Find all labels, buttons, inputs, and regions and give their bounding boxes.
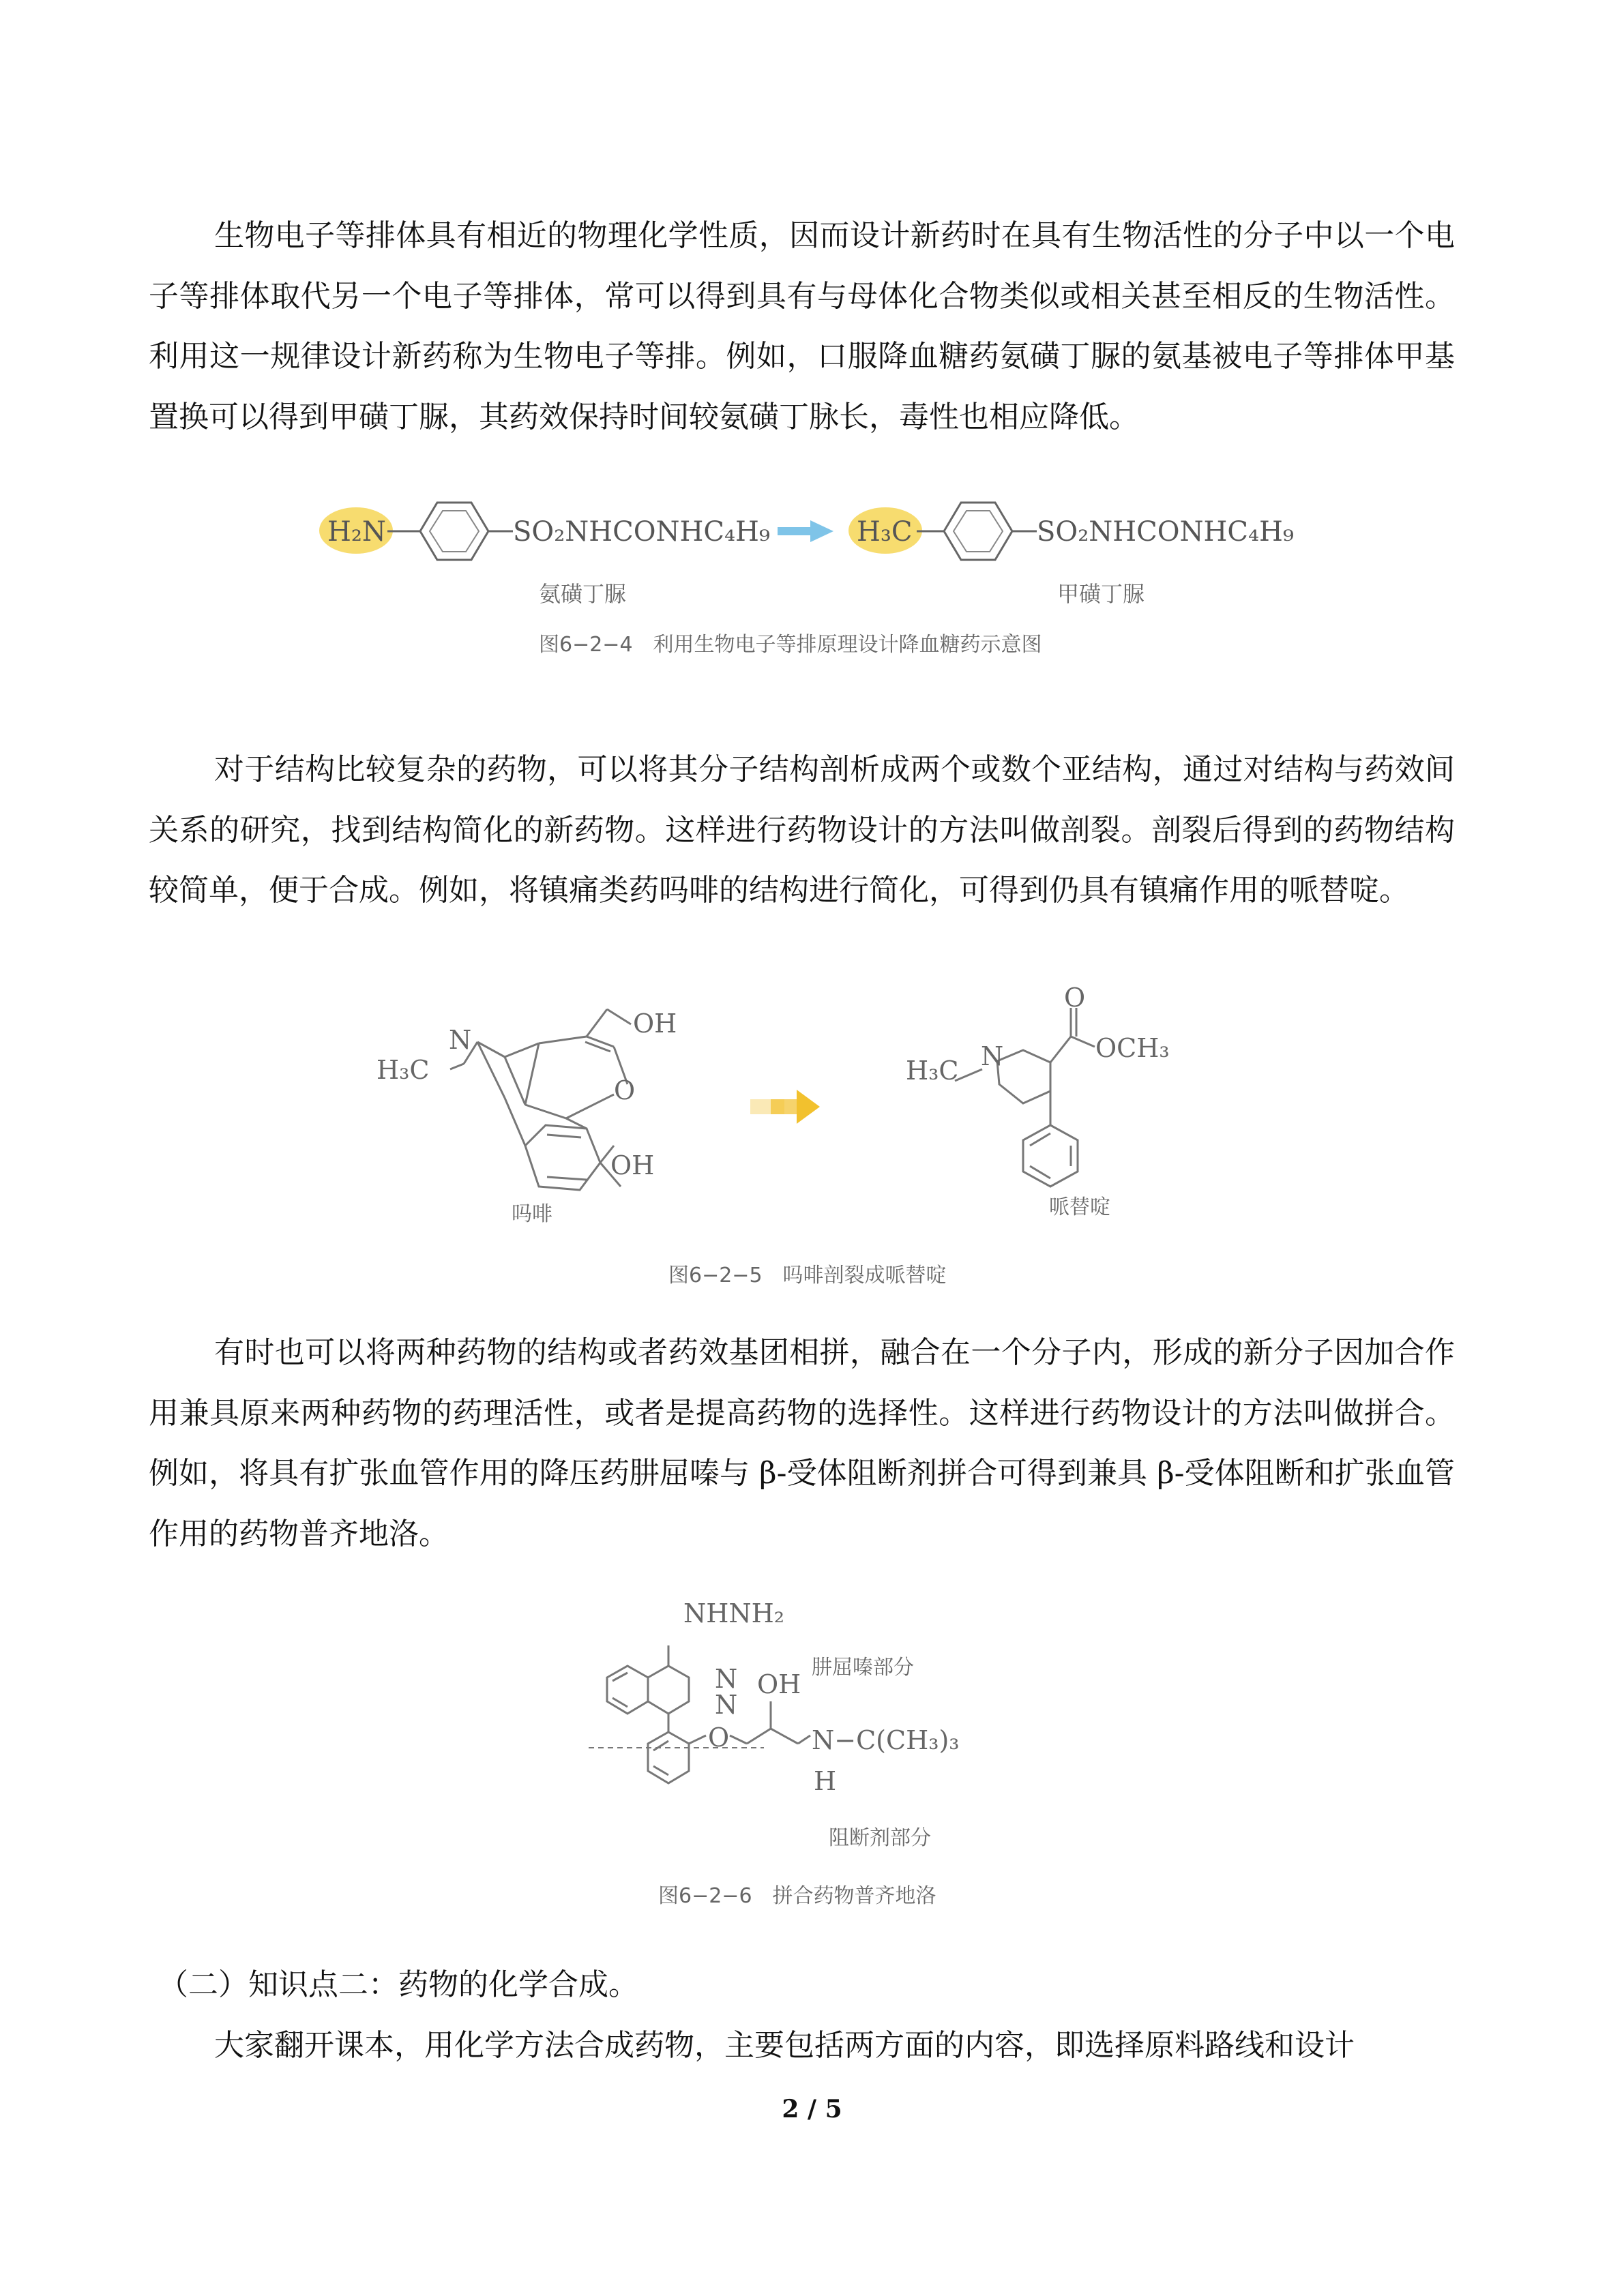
figure2-caption: 图6−2−5 吗啡剖裂成哌替啶 <box>668 1264 947 1287</box>
paragraph-synthesis: 大家翻开课本，用化学方法合成药物，主要包括两方面的内容，即选择原料路线和设计 <box>214 2028 1355 2063</box>
prizidilol-nhnh2: NHNH₂ <box>683 1598 785 1628</box>
prizidilol-h: H <box>814 1766 837 1796</box>
morphine-structure <box>450 1009 631 1190</box>
name-pethidine: 哌替啶 <box>1049 1195 1110 1219</box>
page-number: 2 / 5 <box>782 2095 842 2123</box>
morphine-oh-top: OH <box>633 1009 677 1039</box>
name-morphine: 吗啡 <box>512 1202 552 1226</box>
morphine-h3c: H₃C <box>377 1055 430 1085</box>
prizidilol-oh: OH <box>757 1669 801 1699</box>
label-blocker-part: 阻断剂部分 <box>829 1826 931 1850</box>
figure-prizidilol <box>587 1592 1064 1920</box>
figure3-caption: 图6−2−6 拼合药物普齐地洛 <box>658 1884 936 1908</box>
paragraph-bioisostere: 生物电子等排体具有相近的物理化学性质，因而设计新药时在具有生物活性的分子中以一个电子等排体取代另一个电子等排体，常可以得到具有与母体化合物类似或相关甚至相反的生物活性。利用这一规律设计新药称为生物电子等排。例如，口服降血糖药氨磺丁脲的氨基被电子等排体甲基置换可以得到甲磺丁脲，其药效保持时间较氨磺丁脉长，毒性也相应降低。 <box>149 218 1455 434</box>
label-chain-right: SO₂NHCONHC₄H₉ <box>1037 516 1294 548</box>
morphine-n: N <box>449 1025 472 1055</box>
figure1-caption: 图6−2−4 利用生物电子等排原理设计降血糖药示意图 <box>539 633 1042 657</box>
pethidine-och3: OCH₃ <box>1095 1033 1170 1063</box>
name-carbutamide: 氨磺丁脲 <box>539 581 627 607</box>
paragraph-dissection: 对于结构比较复杂的药物，可以将其分子结构剖析成两个或数个亚结构，通过对结构与药效间关系的研究，找到结构简化的新药物。这样进行药物设计的方法叫做剖裂。剖裂后得到的药物结构较简单，便于合成。例如，将镇痛类药吗啡的结构进行简化，可得到仍具有镇痛作用的哌替啶。 <box>149 752 1455 908</box>
arrow-right <box>778 520 833 542</box>
benzene-ring-right <box>944 503 1012 560</box>
pethidine-structure <box>955 1008 1095 1187</box>
label-h2n: H₂N <box>327 516 386 548</box>
label-h3c: H₃C <box>857 516 913 548</box>
pethidine-h3c: H₃C <box>906 1056 959 1086</box>
benzene-ring-left <box>420 503 488 560</box>
figure-bioisostere <box>300 488 1337 672</box>
name-tolbutamide: 甲磺丁脲 <box>1057 581 1145 607</box>
prizidilol-n1: N <box>715 1664 738 1694</box>
figure-morphine-pethidine <box>368 982 1323 1302</box>
prizidilol-n2: N <box>715 1690 738 1720</box>
morphine-oh-bottom: OH <box>610 1150 655 1180</box>
label-chain-left: SO₂NHCONHC₄H₉ <box>513 516 770 548</box>
pethidine-o: O <box>1064 983 1086 1013</box>
prizidilol-structure <box>589 1645 810 1783</box>
paragraph-combination: 有时也可以将两种药物的结构或者药效基团相拼，融合在一个分子内，形成的新分子因加合作用兼具原来两种药物的药理活性，或者是提高药物的选择性。这样进行药物设计的方法叫做拼合。例如，将具有扩张血管作用的降压药肼屈嗪与 β-受体阻断剂拼合可得到兼具 β-受体阻断和扩张血管作用的药物普齐地洛。 <box>149 1335 1455 1551</box>
prizidilol-o: O <box>708 1723 730 1753</box>
pethidine-n: N <box>981 1041 1004 1071</box>
morphine-o: O <box>614 1075 636 1105</box>
label-hydralazine-part: 肼屈嗪部分 <box>812 1656 914 1680</box>
prizidilol-amine: N−C(CH₃)₃ <box>812 1725 960 1755</box>
arrow-right <box>750 1090 820 1124</box>
section-heading: （二）知识点二：药物的化学合成。 <box>158 1967 638 2002</box>
